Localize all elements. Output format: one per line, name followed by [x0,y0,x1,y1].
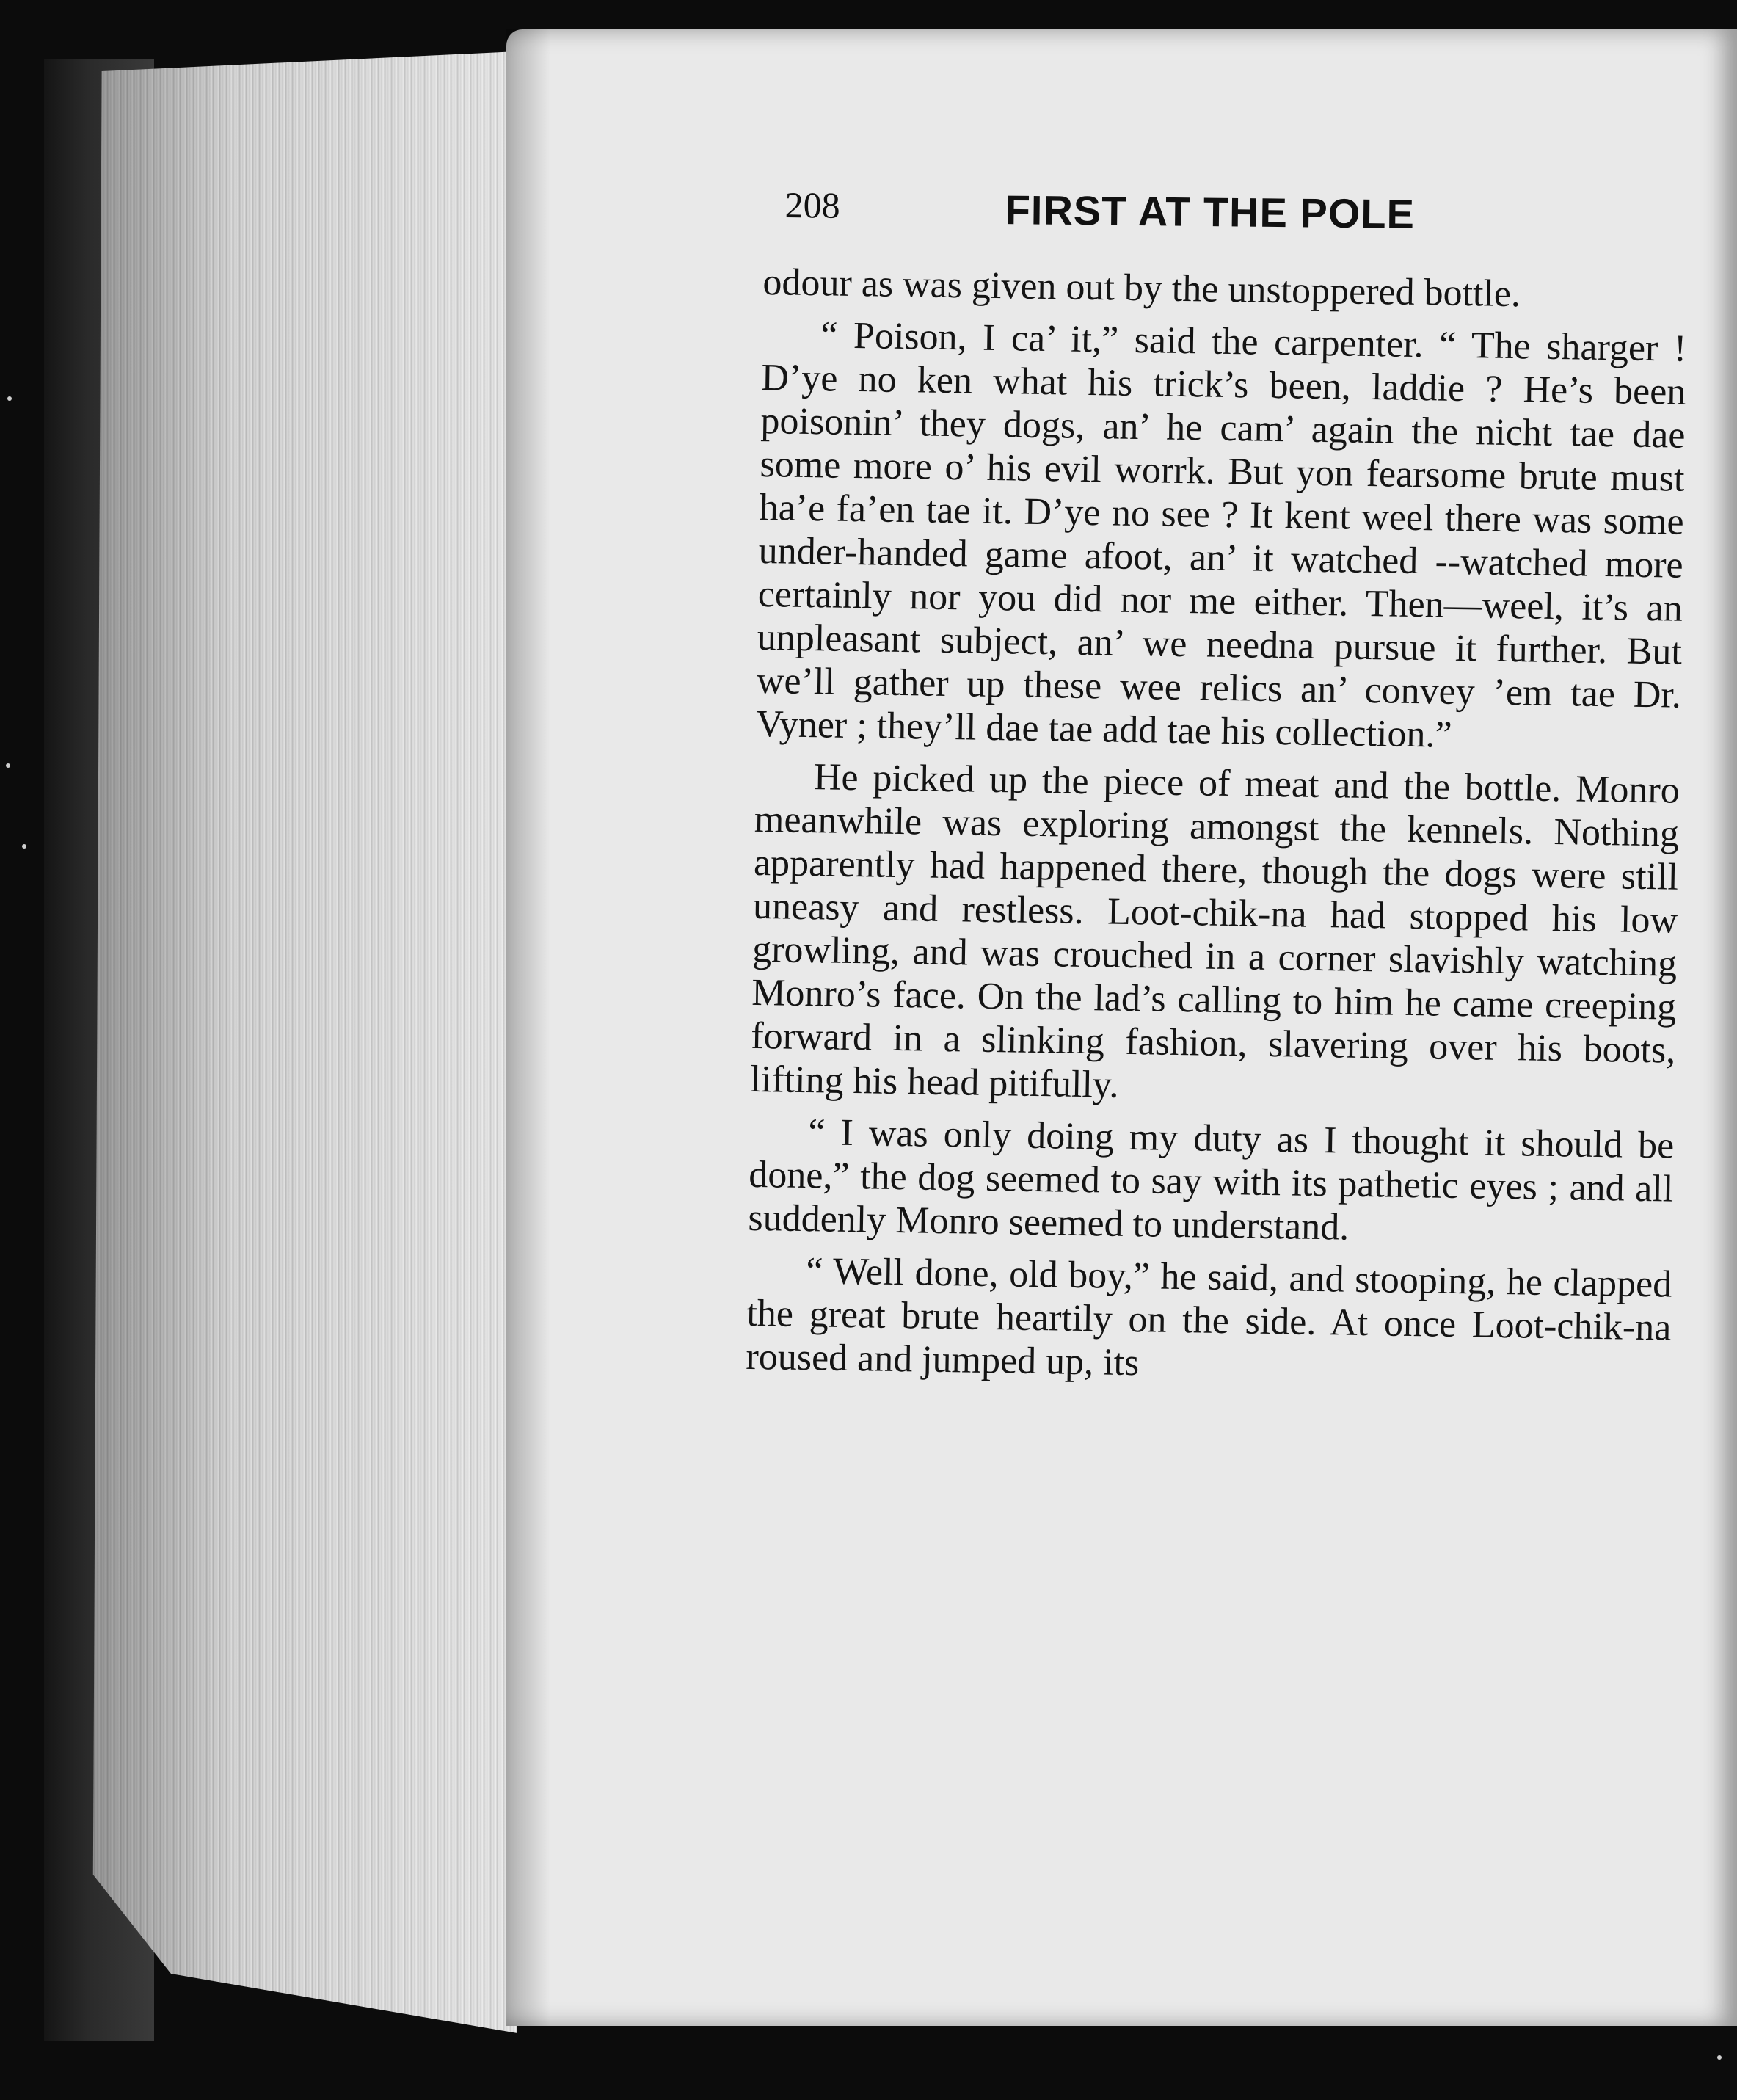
scan-speck [1717,2055,1722,2060]
paragraph: “ I was only doing my duty as I thought it should be done,” the dog seemed to say with its pathetic eyes ; and all suddenly Monro seemed to understand. [748,1111,1675,1249]
scan-speck [7,396,12,401]
paragraph: He picked up the piece of meat and the bottle. Monro meanwhile was exploring amongst the kennels. Nothing apparently had happened there, though the dogs were still uneasy and restless. Loot-chik-na had stopped his low growling, and was crouched in a corner slavishly watching Monro’s face. On the lad’s calling to him he came creeping forward in a slinking fashion, slavering over his boots, lifting his head pitifully. [750,756,1680,1106]
page-number: 208 [784,184,840,226]
paragraph: “ Well done, old boy,” he said, and stooping, he clapped the great brute heartily on the side. At once Loot-chik-na roused and jumped up, its [746,1250,1672,1384]
paragraph-continuation: odour as was given out by the unstoppered bottle. [762,261,1521,316]
page-header [784,184,1490,257]
body-text [746,261,1688,1402]
scan-speck [6,763,10,768]
running-head-title: FIRST AT THE POLE [1005,186,1416,237]
page-stack-edge [84,51,517,2033]
scan-speck [22,844,26,849]
paragraph: “ Poison, I ca’ it,” said the carpenter. “ The sharger ! D’ye no ken what his trick’s been, laddie ? He’s been poisonin’ they dogs, an’ he cam’ again the nicht tae dae some more o’ his evil worrk. But yon fearsome brute must ha’e fa’en tae it. D’ye no see ? It kent weel there was some under-handed game afoot, an’ it watched --watched more certainly nor you did nor me either. Then—weel, it’s an unpleasant subject, an’ we needna pursue it further. But we’ll gather up these wee relics an’ convey ’em tae Dr. Vyner ; they’ll dae tae add tae his collection.” [755,314,1687,756]
